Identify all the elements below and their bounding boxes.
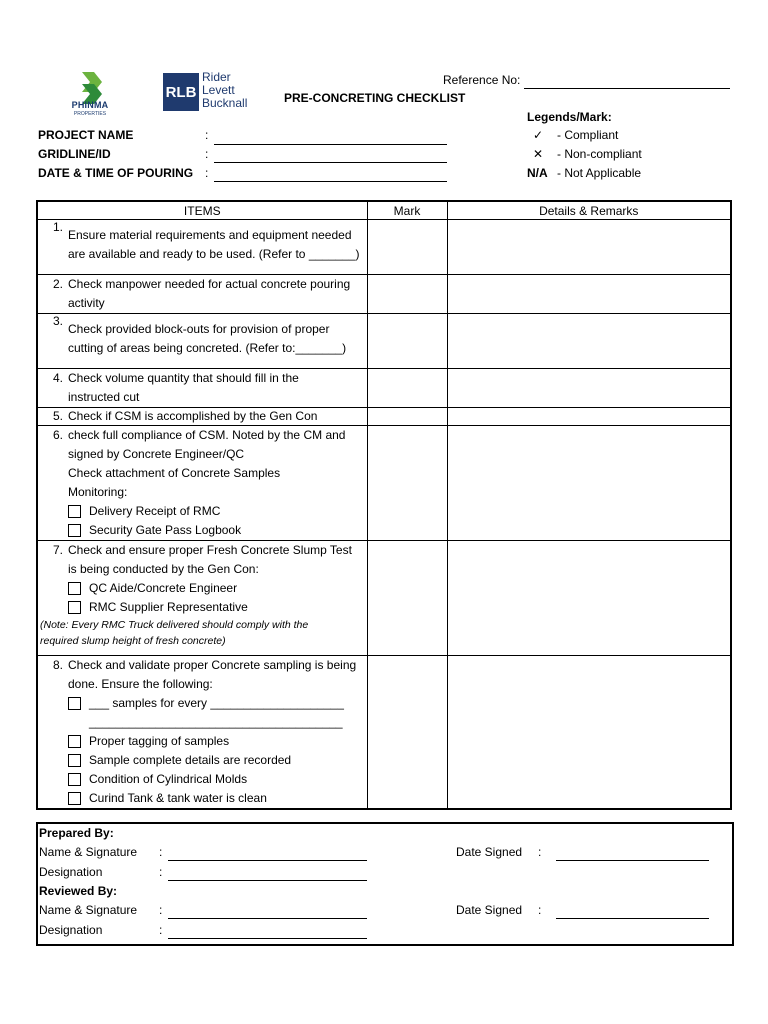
checkbox-label: QC Aide/Concrete Engineer [89, 581, 238, 595]
table-row [37, 541, 731, 656]
reviewed-designation-field[interactable] [168, 938, 367, 939]
na-mark: N/A [527, 166, 548, 180]
remarks-cell[interactable] [447, 408, 731, 426]
checkbox[interactable] [68, 792, 81, 805]
rlb-word: Levett [202, 83, 235, 97]
field-separator: : [159, 923, 163, 937]
item-number: 3. [52, 314, 63, 328]
item-text: signed by Concrete Engineer/QC [68, 447, 245, 461]
checkbox-label: Sample complete details are recorded [89, 753, 292, 767]
table-row [37, 426, 731, 541]
field-separator: : [159, 903, 163, 917]
checkbox-label: Condition of Cylindrical Molds [89, 772, 248, 786]
designation-label: Designation [39, 865, 103, 879]
cross-mark-icon: ✕ [533, 147, 544, 161]
note-text: (Note: Every RMC Truck delivered should comply with the [40, 619, 309, 631]
item-cell [37, 408, 367, 426]
checkbox[interactable] [68, 754, 81, 767]
item-text: Check attachment of Concrete Samples [68, 466, 281, 480]
remarks-cell[interactable] [447, 541, 731, 656]
rlb-word: Rider [202, 70, 231, 84]
name-signature-label: Name & Signature [39, 845, 138, 859]
checkbox[interactable] [68, 601, 81, 614]
mark-cell[interactable] [367, 220, 447, 275]
gridline-label: GRIDLINE/ID [38, 147, 111, 161]
checkbox-label: Security Gate Pass Logbook [89, 523, 242, 537]
reviewed-by-title: Reviewed By: [39, 884, 118, 898]
item-text: check full compliance of CSM. Noted by the CM and [68, 428, 346, 442]
signature-section [36, 822, 734, 946]
phinma-logo-subtext: PROPERTIES [73, 111, 107, 117]
legend-text: - Compliant [557, 128, 619, 142]
item-text: Check provided block-outs for provision of proper [68, 322, 330, 336]
table-row [37, 314, 731, 369]
field-separator: : [538, 845, 542, 859]
mark-header: Mark [367, 201, 447, 220]
rlb-logo-badge: RLB [163, 73, 199, 111]
remarks-cell[interactable] [447, 314, 731, 369]
table-row [37, 369, 731, 408]
remarks-header: Details & Remarks [447, 201, 731, 220]
note-text: required slump height of fresh concrete) [40, 635, 226, 647]
field-separator: : [159, 845, 163, 859]
item-text: Monitoring: [68, 485, 128, 499]
checkbox[interactable] [68, 773, 81, 786]
checkbox[interactable] [68, 505, 81, 518]
mark-cell[interactable] [367, 541, 447, 656]
project-name-label: PROJECT NAME [38, 128, 134, 142]
item-number: 4. [52, 371, 63, 385]
checkbox-label: Proper tagging of samples [89, 734, 230, 748]
remarks-cell[interactable] [447, 426, 731, 541]
date-signed-label: Date Signed [456, 903, 523, 917]
designation-label: Designation [39, 923, 103, 937]
name-signature-label: Name & Signature [39, 903, 138, 917]
table-header-row [37, 201, 731, 220]
legend-text: - Not Applicable [557, 166, 642, 180]
prepared-by-title: Prepared By: [39, 826, 114, 840]
date-time-field[interactable] [214, 181, 447, 182]
checkbox-item[interactable] [68, 694, 367, 713]
item-cell [37, 369, 367, 408]
checkbox-item[interactable] [68, 732, 367, 751]
checkbox[interactable] [68, 524, 81, 537]
item-number: 1. [52, 220, 63, 234]
rlb-word: Bucknall [202, 96, 248, 110]
item-number: 8. [52, 658, 63, 672]
checkbox[interactable] [68, 735, 81, 748]
item-cell [37, 220, 367, 275]
item-text: is being conducted by the Gen Con: [68, 562, 259, 576]
item-text: Check and validate proper Concrete sampling is being [68, 658, 357, 672]
item-number: 7. [52, 543, 63, 557]
reviewed-name-field[interactable] [168, 918, 367, 919]
checkbox-item[interactable] [68, 579, 367, 598]
item-text: Ensure material requirements and equipment needed [68, 228, 352, 242]
checkbox-label: ___ samples for every ____________________ [89, 696, 344, 710]
field-separator: : [538, 903, 542, 917]
prepared-date-field[interactable] [556, 860, 709, 861]
mark-cell[interactable] [367, 314, 447, 369]
item-text: Check if CSM is accomplished by the Gen Con [68, 409, 318, 423]
reference-label: Reference No: [443, 73, 521, 87]
table-row [37, 408, 731, 426]
reviewed-date-field[interactable] [556, 918, 709, 919]
checkbox-item[interactable] [68, 751, 367, 770]
checklist-table [36, 200, 732, 810]
item-cell [37, 426, 367, 541]
fill-line[interactable]: ______________________________________ [89, 715, 343, 729]
checkbox-item[interactable] [68, 521, 367, 540]
checkbox[interactable] [68, 697, 81, 710]
date-time-label: DATE & TIME OF POURING [38, 166, 194, 180]
checkbox-label: RMC Supplier Representative [89, 600, 248, 614]
mark-cell[interactable] [367, 426, 447, 541]
table-row [37, 275, 731, 314]
table-row [37, 656, 731, 810]
table-row [37, 220, 731, 275]
page-title: PRE-CONCRETING CHECKLIST [284, 91, 466, 105]
checkbox-label: Delivery Receipt of RMC [89, 504, 221, 518]
check-mark-icon: ✓ [533, 128, 544, 142]
items-header: ITEMS [37, 201, 367, 220]
item-cell [37, 656, 367, 810]
field-separator: : [205, 147, 209, 161]
legend-text: - Non-compliant [557, 147, 642, 161]
phinma-logo-text: PHINMA [71, 100, 109, 110]
item-number: 5. [52, 409, 63, 423]
mark-cell[interactable] [367, 408, 447, 426]
item-number: 2. [52, 277, 63, 291]
item-text: activity [68, 296, 105, 310]
checkbox-item[interactable] [68, 502, 367, 521]
gridline-field[interactable] [214, 162, 447, 163]
prepared-designation-field[interactable] [168, 880, 367, 881]
item-text: Check volume quantity that should fill in the [68, 371, 299, 385]
item-text: Check and ensure proper Fresh Concrete Slump Test [68, 543, 352, 557]
mark-cell[interactable] [367, 656, 447, 810]
item-text: done. Ensure the following: [68, 677, 213, 691]
mark-cell[interactable] [367, 275, 447, 314]
remarks-cell[interactable] [447, 275, 731, 314]
checkbox-item[interactable] [68, 598, 367, 617]
date-signed-label: Date Signed [456, 845, 523, 859]
project-name-field[interactable] [214, 144, 447, 145]
reference-field[interactable] [524, 88, 730, 89]
mark-cell[interactable] [367, 369, 447, 408]
item-text: are available and ready to be used. (Refer to _______) [68, 247, 360, 261]
item-cell [37, 275, 367, 314]
remarks-cell[interactable] [447, 369, 731, 408]
item-text: cutting of areas being concreted. (Refer to:_______) [68, 341, 347, 355]
item-text: Check manpower needed for actual concrete pouring [68, 277, 351, 291]
field-separator: : [205, 128, 209, 142]
legend-title: Legends/Mark: [527, 110, 612, 124]
item-text: instructed cut [68, 390, 140, 404]
item-number: 6. [52, 428, 63, 442]
checkbox-item[interactable] [68, 789, 367, 808]
remarks-cell[interactable] [447, 220, 731, 275]
remarks-cell[interactable] [447, 656, 731, 810]
rlb-logo-words [202, 71, 247, 110]
item-cell [37, 541, 367, 656]
field-separator: : [205, 166, 209, 180]
checkbox[interactable] [68, 582, 81, 595]
checkbox-item[interactable] [68, 770, 367, 789]
checkbox-label: Curind Tank & tank water is clean [89, 791, 267, 805]
prepared-name-field[interactable] [168, 860, 367, 861]
item-cell [37, 314, 367, 369]
field-separator: : [159, 865, 163, 879]
